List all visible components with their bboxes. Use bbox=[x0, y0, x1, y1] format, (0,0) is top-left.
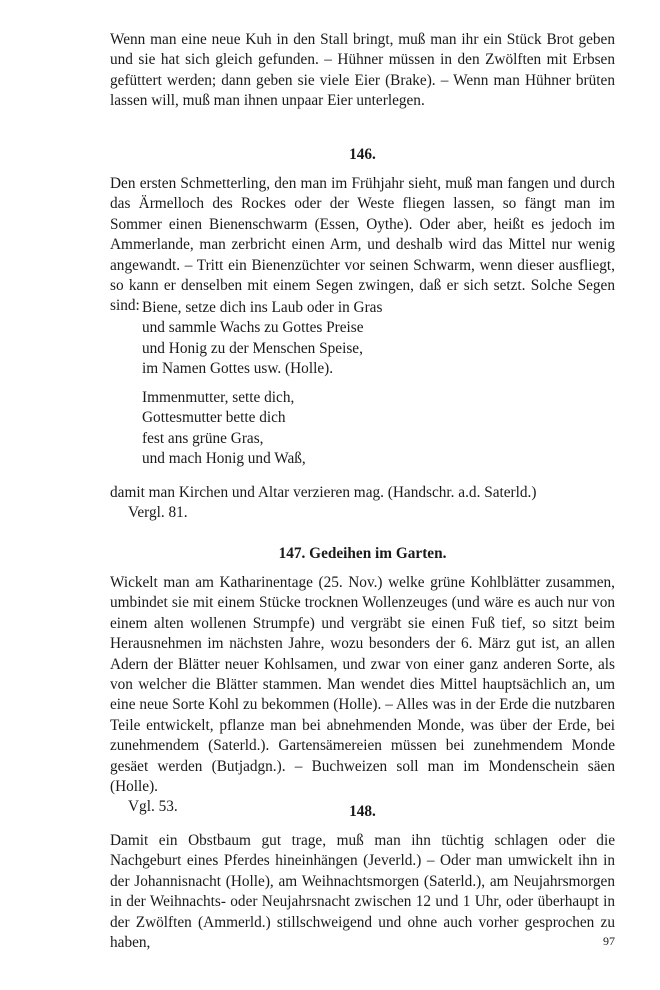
verse-2-line: fest ans grüne Gras, bbox=[142, 429, 264, 447]
verse-1-line: im Namen Gottes usw. (Holle). bbox=[142, 360, 334, 378]
verse-1-line: und sammle Wachs zu Gottes Preise bbox=[142, 319, 364, 337]
verse-1 bbox=[142, 298, 647, 380]
verse-1-line: Biene, setze dich ins Laub oder in Gras bbox=[142, 299, 383, 316]
verse-2-line: Gottesmutter bette dich bbox=[142, 409, 286, 427]
verse-2-line: und mach Honig und Waß, bbox=[142, 450, 306, 468]
section-148-heading: 148. bbox=[349, 803, 376, 820]
verse-2-line: Immenmutter, sette dich, bbox=[142, 389, 295, 406]
section-146-heading: 146. bbox=[349, 146, 376, 163]
verse-2 bbox=[142, 388, 647, 470]
section-147-paragraph: Wickelt man am Katharinentage (25. Nov.) welke grüne Kohlblätter zusammen, umbindet sie mit einem Stücke trocknen Wollenzeuges (und wäre es auch nur von einem alten wollenen Strumpfe) und vergräbt sie einen Fuß tief, so sitzt beim Herausnehmen im nächsten Jahre, wozu besonders der 6. März gut ist, an allen Adern der Blätter neuer Kohlsamen, und zwar von einer ganz anderen Sorte, als von welcher die Blätter stammen. Man wendet dies Mittel hauptsächlich an, um eine neue Sorte Kohl zu bekommen (Holle). – Alles was in der Erde die nutzbaren Teile entwickelt, pflanze man bei abnehmenden Monde, was über der Erde, bei zunehmendem (Saterld.). Gartensämereien müssen bei zunehmendem Monde gesäet werden (Butjadgn.). – Buchweizen soll man im Mondenschein säen (Holle). bbox=[110, 574, 615, 796]
cross-reference: Vergl. 81. bbox=[128, 504, 188, 522]
section-146-closing bbox=[110, 483, 615, 524]
cross-reference: Vgl. 53. bbox=[128, 798, 178, 816]
page-number: 97 bbox=[603, 934, 615, 948]
intro-paragraph: Wenn man eine neue Kuh in den Stall bringt, muß man ihr ein Stück Brot geben und sie hat sich gleich gefunden. – Hühner müssen in den Zwölften mit Erbsen gefüttert werden; dann geben sie viele Eier (Brake). – Wenn man Hühner brüten lassen will, muß man ihnen unpaar Eier unterlegen. bbox=[110, 31, 615, 110]
section-147-body bbox=[110, 573, 615, 818]
closing-line: damit man Kirchen und Altar verzieren mag. (Handschr. a.d. Saterld.) bbox=[110, 484, 537, 501]
section-146-paragraph: Den ersten Schmetterling, den man im Frühjahr sieht, muß man fangen und durch das Ärmelloch des Rockes oder der Weste fliegen lassen, so fängt man im Sommer einen Bienenschwarm (Essen, Oythe). Oder aber, heißt es jedoch im Ammerlande, man zerbricht einen Arm, und deshalb wird das Mittel nur wenig angewandt. – Tritt ein Bienenzüchter vor seinen Schwarm, wenn dieser ausfliegt, so kann er denselben mit einem Segen zwingen, daß er sich setzt. Solche Segen sind: bbox=[110, 175, 615, 315]
section-148-paragraph: Damit ein Obstbaum gut trage, muß man ihn tüchtig schlagen oder die Nachgeburt eines Pferdes hineinhängen (Jeverld.) – Oder man umwickelt ihn in der Johannisnacht (Holle), am Weihnachtsmorgen (Saterld.), am Neujahrsmorgen in der Weihnachts- oder Neujahrsnacht zwischen 12 und 1 Uhr, oder überhaupt in der Zwölften (Ammerld.) stillschweigend und ohne auch vorher gesprochen zu haben, bbox=[110, 832, 615, 952]
verse-1-line: und Honig zu der Menschen Speise, bbox=[142, 339, 363, 357]
section-147-heading: 147. Gedeihen im Garten. bbox=[278, 545, 447, 562]
